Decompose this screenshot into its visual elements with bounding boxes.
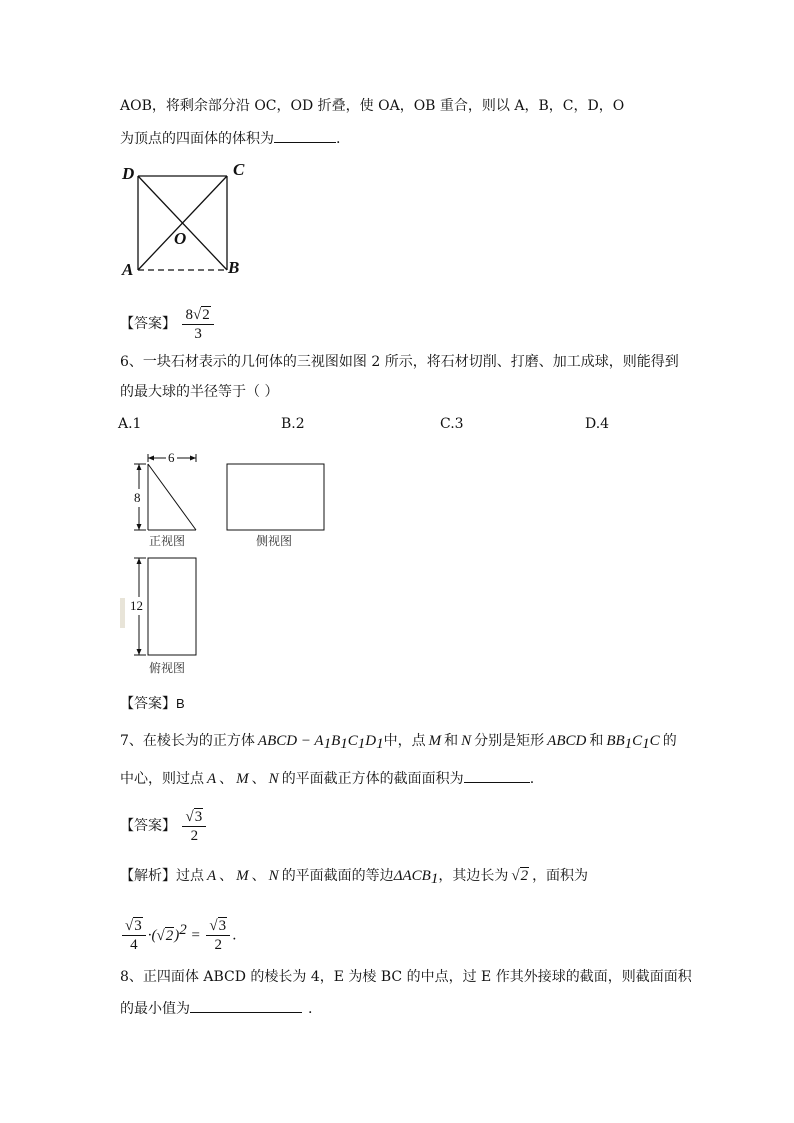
q6-answer-label: 【答案】: [120, 696, 176, 712]
q6-option-c: C.3: [440, 416, 464, 432]
q7-and2: 和: [589, 733, 604, 749]
q8-answer-blank: [190, 998, 302, 1013]
q5-label-D: D: [122, 164, 135, 183]
q6-side-view-label: 侧视图: [256, 534, 293, 548]
q7-answer-radicand: 3: [194, 808, 203, 825]
q7-point-n: N: [461, 733, 472, 749]
q6-option-b: B.2: [281, 416, 305, 432]
q7-answer-denominator: 2: [190, 827, 199, 844]
q6-top-view-label: 俯视图: [149, 661, 186, 675]
q5-answer-label: 【答案】: [120, 316, 176, 332]
q7-analysis-d: ，面积为: [532, 868, 589, 884]
q7-line2-a: 中心，则过点: [120, 771, 204, 787]
q7-answer-blank: [464, 768, 530, 783]
q7-text-line2: 中心，则过点 A 、 M 、 N 的平面截正方体的截面面积为 .: [120, 768, 534, 789]
q6-dim-left: 8: [134, 490, 141, 505]
q7-calc-mid: ·(: [147, 927, 157, 944]
q7-prefix: 7、在棱长为的正方体: [120, 733, 255, 749]
q5-text-line1: AOB，将剩余部分沿 OC，OD 折叠，使 OA，OB 重合，则以 A，B，C，D，O: [120, 98, 625, 114]
q7-calc-den: 4: [130, 937, 138, 954]
q6-text-line1: 6、一块石材表示的几何体的三视图如图 2 所示，将石材切削、打磨、加工成球，则能得到: [120, 354, 679, 370]
q7-analysis-b: 的平面截面的等边: [281, 868, 394, 884]
q7-line2-b: 的平面截正方体的截面面积为: [281, 771, 464, 787]
q7-calculation: $\frac{√3}{4}$ $\cdot(√2)^2$ = $\frac{√3}{2}$ .: [120, 908, 237, 958]
q7-calc-num: 3: [134, 918, 142, 935]
q5-answer-fraction: $\frac{8√2}{3}$: [182, 306, 213, 343]
q7-cube-name: ABCD − A: [257, 733, 324, 749]
q5-label-O: O: [174, 229, 187, 248]
q5-label-A: A: [122, 260, 134, 279]
q7-calc-res-den: 2: [214, 937, 222, 954]
q7-calc-exp: 2: [179, 922, 187, 938]
q7-answer-label: 【答案】: [120, 818, 176, 834]
q7-answer: [120, 806, 208, 846]
q5-answer-coef: 8: [185, 306, 193, 323]
q7-calc-fraction: $\frac{√3}{4}$: [122, 917, 146, 954]
q8-text-line2: [120, 998, 312, 1019]
q7-calc-res-rad: 3: [218, 918, 227, 935]
q5-text-line2-main: 为顶点的四面体的体积为: [120, 131, 274, 147]
q6-text-line2: 的最大球的半径等于（ ）: [120, 384, 279, 400]
q8-text-line1: 8、正四面体 ABCD 的棱长为 4，E 为棱 BC 的中点，过 E 作其外接球的截面，则截面面积: [120, 969, 692, 985]
q7-period: .: [529, 771, 535, 787]
q7-text-line1: 7、在棱长为的正方体 ABCD − $A_1B_1C_1D_1$中，点 M 和 N 分别是矩形 ABCD 和 $BB_1C_1C$ 的: [120, 733, 677, 752]
q7-rect1: ABCD: [547, 733, 587, 749]
q7-cube-tail: 中，点: [383, 733, 426, 749]
q6-option-d: D.4: [585, 416, 610, 432]
q5-text-line2: [120, 128, 340, 149]
q8-line2-main: 的最小值为: [120, 1001, 190, 1017]
q7-calc-rad: 2: [165, 927, 174, 944]
q5-answer-blank: [274, 128, 336, 143]
q7-point-a: A: [207, 771, 217, 787]
q5-label-B: B: [228, 258, 240, 277]
q6-option-a: A.1: [118, 416, 142, 432]
q6-front-view-label: 正视图: [149, 534, 186, 548]
q7-answer-fraction: $\frac{√3}{2}$: [182, 808, 206, 845]
q7-analysis-label: 【解析】: [120, 868, 176, 884]
q7-point-m: M: [428, 733, 442, 749]
q5-answer-radicand: 2: [202, 306, 210, 323]
q7-analysis-a: 过点: [176, 868, 204, 884]
q5-answer-denominator: 3: [194, 325, 202, 342]
q7-and: 和: [444, 733, 459, 749]
q6-dim-top: 6: [168, 450, 175, 465]
q7-analysis: 【解析】过点 A 、 M 、 N 的平面截面的等边$\Delta ACB_1$，其边长为 √2 ，面积为: [120, 868, 589, 887]
q6-answer-value: B: [176, 696, 185, 711]
q5-label-C: C: [233, 160, 245, 179]
q7-rect2: BB: [606, 733, 625, 749]
q7-rect2-tail: 的: [662, 733, 677, 749]
q8-period: .: [308, 1001, 313, 1017]
q6-dim-bottom: 12: [130, 598, 143, 613]
q7-analysis-c: ，其边长为: [438, 868, 509, 884]
q5-period: .: [336, 131, 341, 147]
q7-side-radicand: 2: [520, 868, 529, 884]
q5-answer: [120, 304, 216, 344]
q7-calc-result: $\frac{√3}{2}$: [206, 917, 230, 954]
q7-mid: 分别是矩形: [474, 733, 545, 749]
q7-triangle: ΔACB: [393, 868, 431, 884]
q6-answer: [120, 694, 185, 714]
